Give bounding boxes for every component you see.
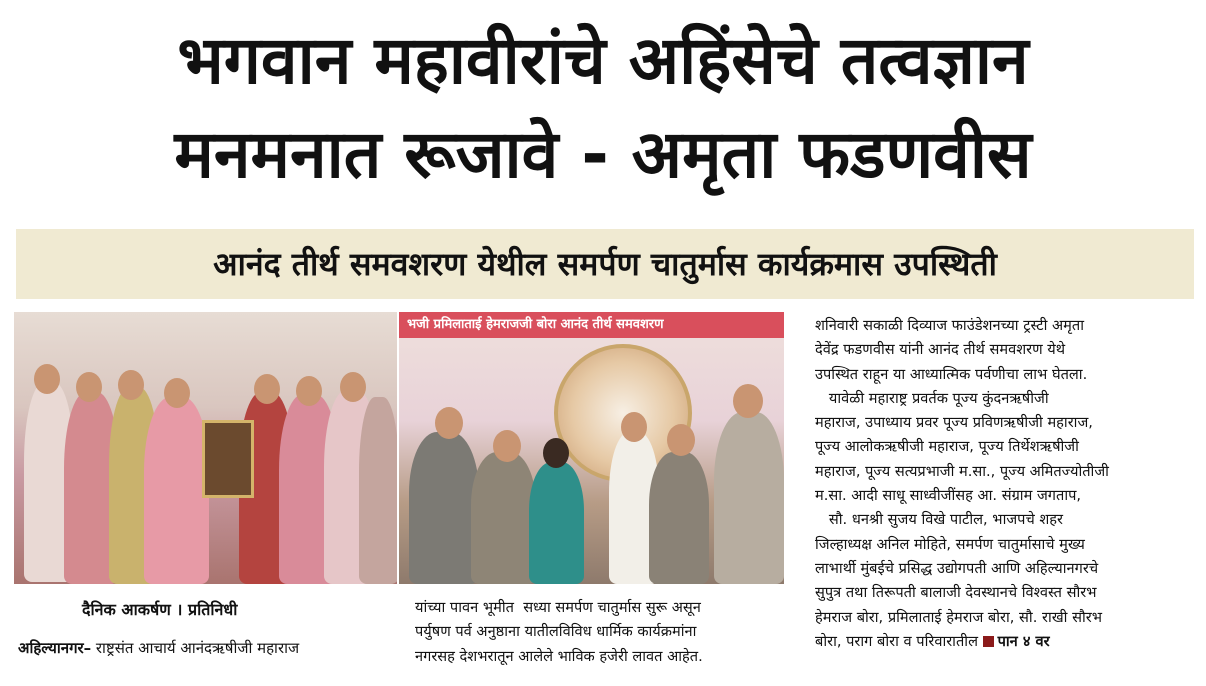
continuation-marker[interactable] bbox=[983, 633, 1050, 650]
text-line: पूज्य आलोकऋषीजी महाराज, पूज्य तिर्थेशऋषीजी bbox=[815, 438, 1079, 456]
article-middle-column bbox=[415, 596, 787, 669]
dateline-place: अहिल्यानगर– bbox=[18, 639, 92, 657]
text-line: महाराज, पूज्य सत्यप्रभाजी म.सा., पूज्य अमितज्योतीजी bbox=[815, 462, 1109, 480]
text-line: नगरसह देशभरातून आलेले भाविक हजेरी लावत आहेत. bbox=[415, 647, 703, 665]
text-line-last-content: बोरा, पराग बोरा व परिवारातील bbox=[815, 632, 978, 650]
subheadline: आनंद तीर्थ समवशरण येथील समर्पण चातुर्मास कार्यक्रमास उपस्थिती bbox=[213, 245, 997, 283]
framed-portrait bbox=[202, 420, 254, 498]
reporter-credit: दैनिक आकर्षण । प्रतिनिधी bbox=[82, 600, 238, 619]
text-line: यावेळी महाराष्ट्र प्रवर्तक पूज्य कुंदनऋषीजी bbox=[815, 389, 1049, 407]
article-right-column bbox=[815, 314, 1188, 654]
dateline bbox=[18, 638, 299, 658]
text-line-last bbox=[815, 630, 1188, 654]
text-line: सुपुत्र तथा तिरूपती बालाजी देवस्थानचे विश्वस्त सौरभ bbox=[815, 584, 1097, 602]
stage-banner: भजी प्रमिलाताई हेमराजजी बोरा आनंद तीर्थ समवशरण bbox=[399, 312, 784, 338]
headline-line-2: मनमनात रूजावे - अमृता फडणवीस bbox=[174, 116, 1032, 193]
text-line: देवेंद्र फडणवीस यांनी आनंद तीर्थ समवशरण येथे bbox=[815, 341, 1066, 359]
text-line: यांच्या पावन भूमीत सध्या समर्पण चातुर्मास सुरू असून bbox=[415, 599, 701, 616]
text-line: हेमराज बोरा, प्रमिलाताई हेमराज बोरा, सौ. राखी सौरभ bbox=[815, 608, 1102, 626]
text-line: महाराज, उपाध्याय प्रवर पूज्य प्रविणऋषीजी महाराज, bbox=[815, 414, 1093, 432]
text-line: लाभार्थी मुंबईचे प्रसिद्ध उद्योगपती आणि अहिल्यानगरचे bbox=[815, 559, 1099, 577]
text-line: शनिवारी सकाळी दिव्याज फाउंडेशनच्या ट्रस्टी अमृता bbox=[815, 317, 1084, 334]
photo-women-group bbox=[14, 312, 397, 584]
square-bullet-icon bbox=[983, 636, 994, 647]
text-line: सौ. धनश्री सुजय विखे पाटील, भाजपचे शहर bbox=[815, 511, 1064, 529]
text-line: म.सा. आदी साधू साध्वीजींसह आ. संग्राम जगताप, bbox=[815, 487, 1082, 505]
text-line: जिल्हाध्यक्ष अनिल मोहिते, समर्पण चातुर्मासाचे मुख्य bbox=[815, 535, 1085, 553]
continuation-label: पान ४ वर bbox=[997, 632, 1050, 650]
text-line: उपस्थित राहून या आध्यात्मिक पर्वणीचा लाभ घेतला. bbox=[815, 365, 1088, 383]
text-line: पर्युषण पर्व अनुष्ठाना यातीलविविध धार्मिक कार्यक्रमांना bbox=[415, 623, 697, 641]
dateline-text: राष्ट्रसंत आचार्य आनंदऋषीजी महाराज bbox=[91, 639, 300, 657]
subheadline-band bbox=[16, 229, 1194, 299]
photo-stage-ceremony bbox=[399, 312, 784, 584]
headline-line-1: भगवान महावीरांचे अहिंसेचे तत्वज्ञान bbox=[177, 22, 1029, 99]
